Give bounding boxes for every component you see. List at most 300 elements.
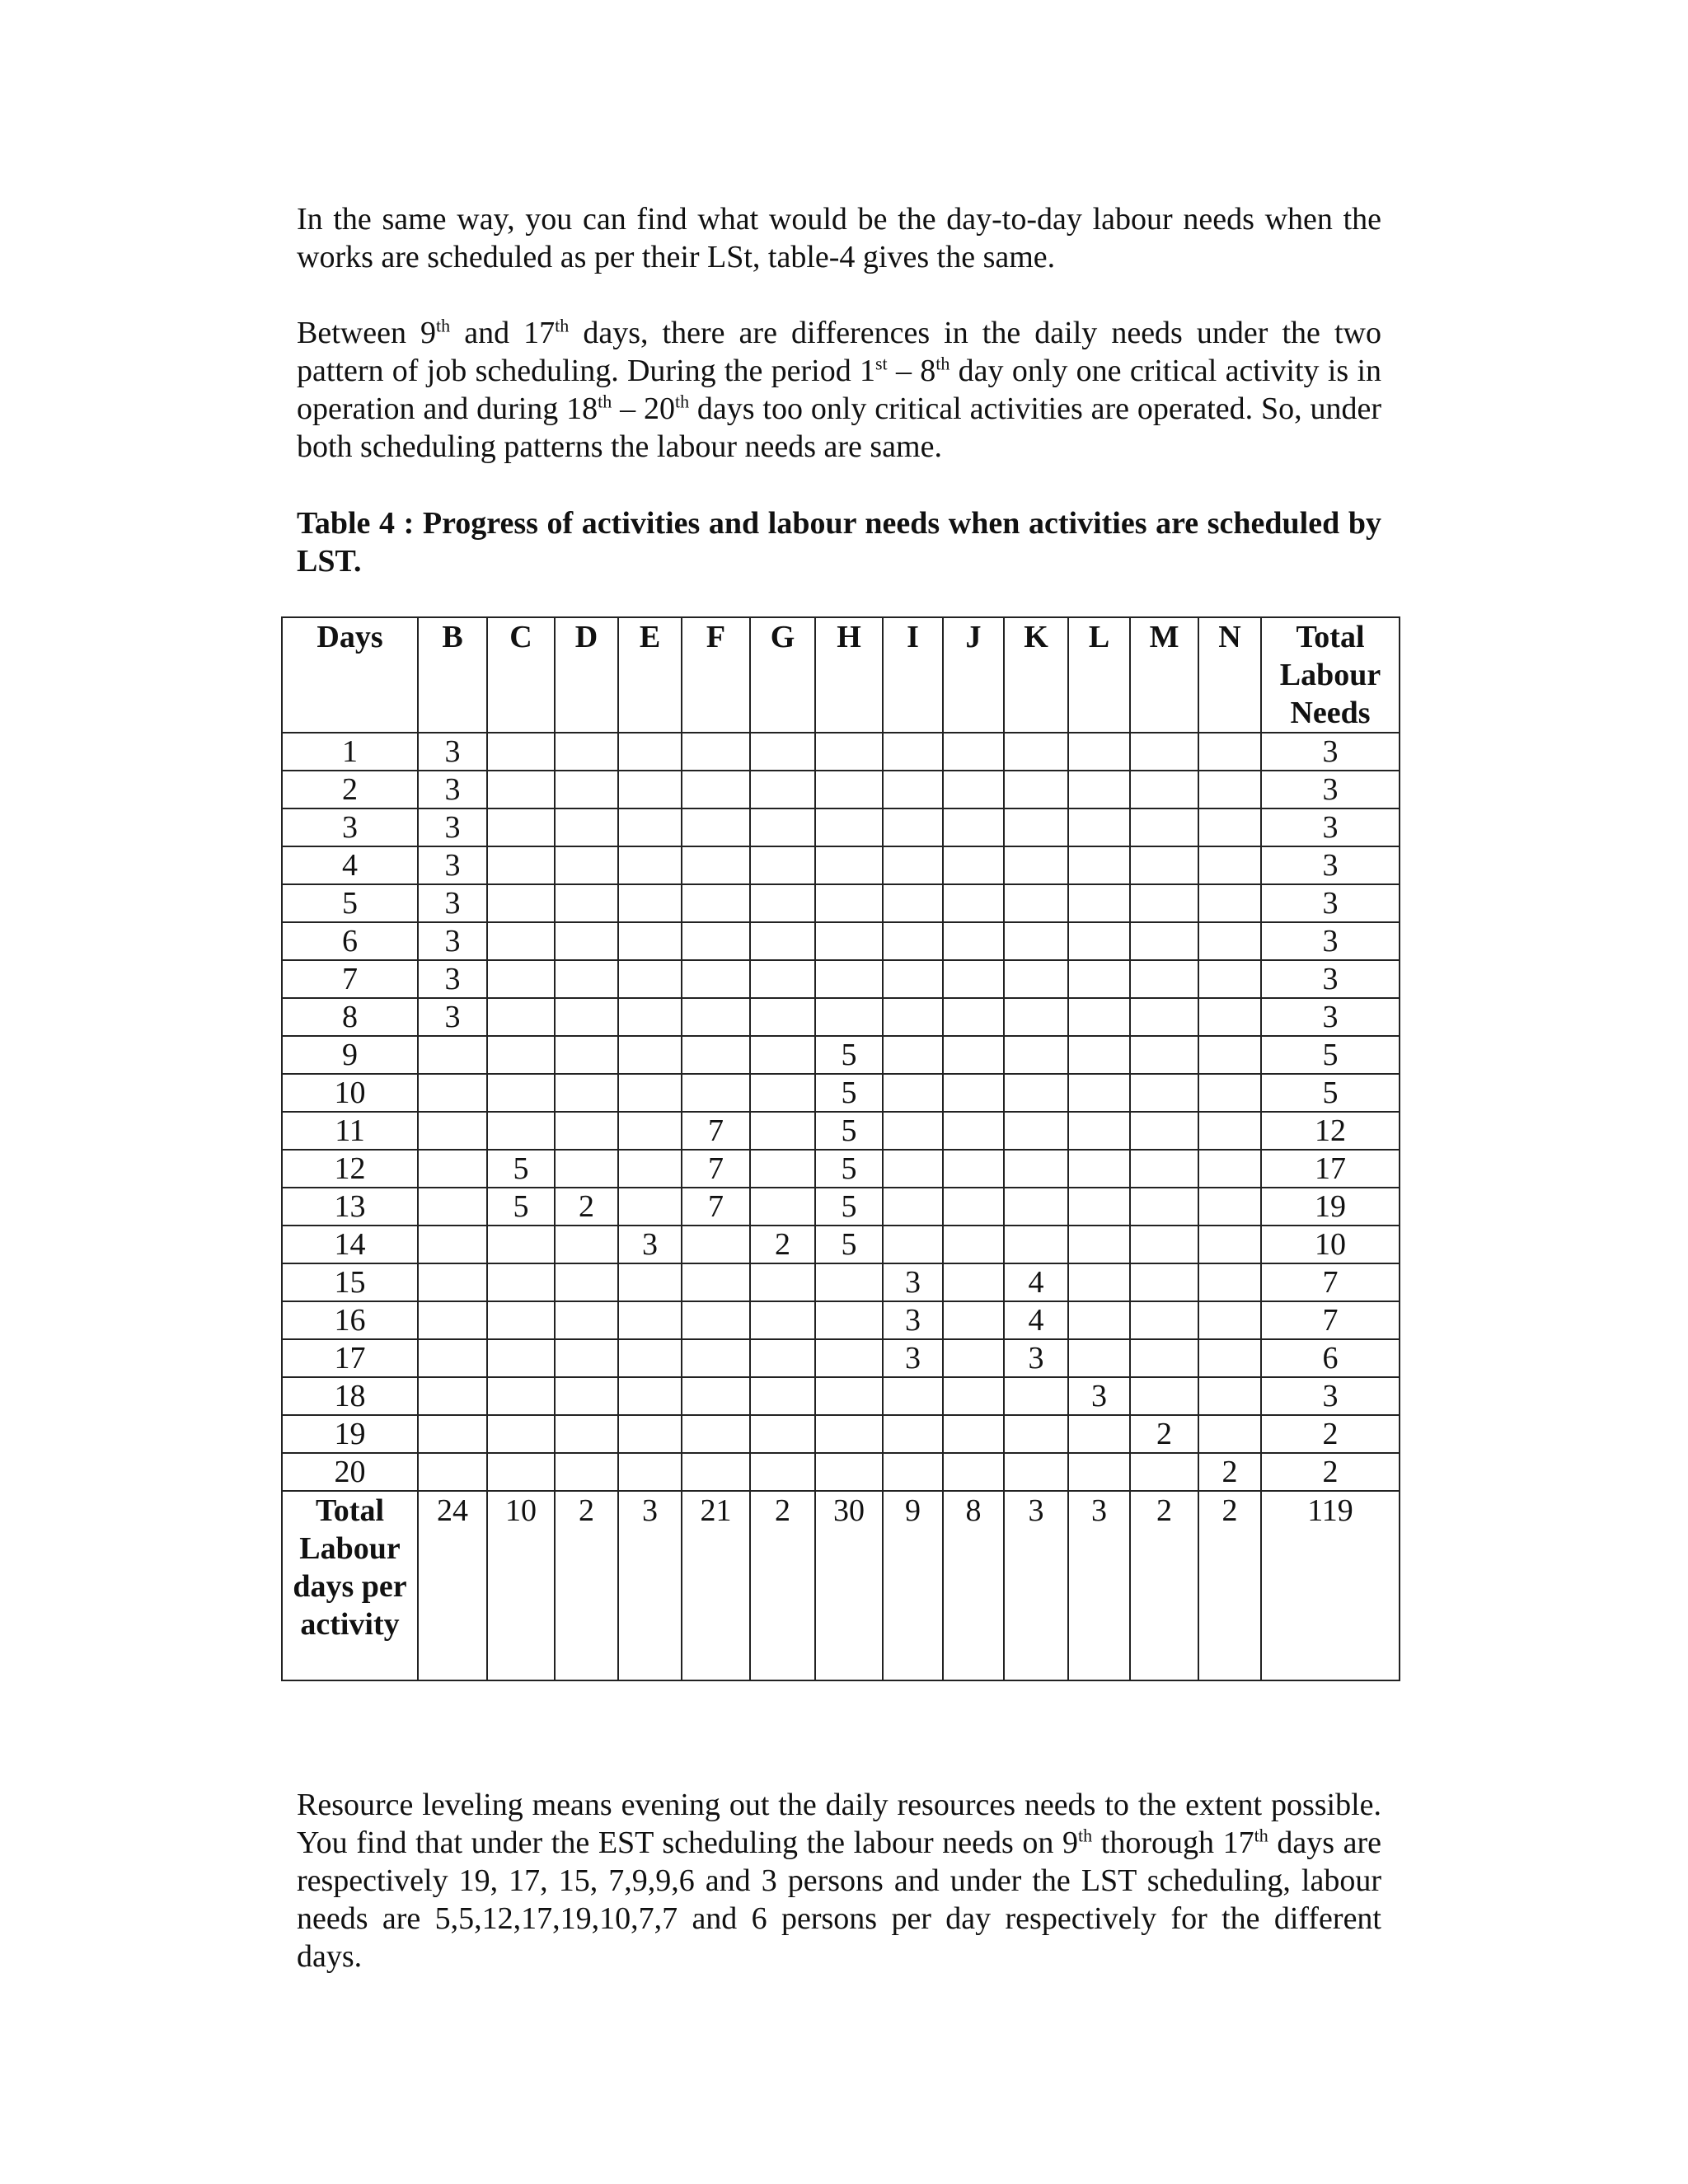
table-cell (682, 1036, 750, 1074)
grand-total-cell: 119 (1261, 1491, 1400, 1680)
table-cell (618, 1377, 682, 1415)
table-cell (750, 1263, 815, 1301)
total-cell: 5 (1261, 1074, 1400, 1112)
total-cell: 3 (1261, 998, 1400, 1036)
table-cell (618, 808, 682, 846)
table-cell (750, 1453, 815, 1491)
table-cell: 3 (418, 771, 487, 808)
table-cell (418, 1263, 487, 1301)
total-label-cell: Total Labour days per activity (282, 1491, 418, 1680)
total-cell: 7 (1261, 1301, 1400, 1339)
table-cell (555, 884, 618, 922)
table-cell (682, 922, 750, 960)
day-cell: 16 (282, 1301, 418, 1339)
table-cell (1130, 1074, 1198, 1112)
total-cell: 12 (1261, 1112, 1400, 1150)
total-cell: 3 (1261, 922, 1400, 960)
leveling-text-3: days are respectively 19, 17, 15, 7,9,9,6 and 3 persons and under the LST scheduling, labour needs are 5,5,12,17,19,10,7,7 and 6 persons per day respectively for the different days. (297, 1825, 1381, 1974)
total-cell: 7 (1261, 1263, 1400, 1301)
table-cell (555, 733, 618, 771)
table-cell (418, 1377, 487, 1415)
table-cell (555, 771, 618, 808)
ordinal-suffix: th (1254, 1825, 1268, 1846)
table-cell (1198, 733, 1261, 771)
table-cell (555, 998, 618, 1036)
table-cell (1068, 1226, 1130, 1263)
day-cell: 5 (282, 884, 418, 922)
table-cell (1130, 1453, 1198, 1491)
table-cell: 3 (883, 1301, 943, 1339)
table-cell (555, 1226, 618, 1263)
total-cell: 3 (1261, 1377, 1400, 1415)
table-cell: 2 (1130, 1415, 1198, 1453)
table-row (282, 846, 1400, 884)
table-cell: 3 (618, 1226, 682, 1263)
table-cell (418, 1339, 487, 1377)
header-activity: N (1198, 617, 1261, 733)
table-cell (1130, 1301, 1198, 1339)
table-cell (943, 1112, 1004, 1150)
activity-total-cell: 8 (943, 1491, 1004, 1680)
table-cell (682, 1263, 750, 1301)
header-activity: K (1004, 617, 1068, 733)
table-row (282, 1150, 1400, 1188)
table-cell (487, 1453, 555, 1491)
table-cell (943, 960, 1004, 998)
day-cell: 14 (282, 1226, 418, 1263)
table-cell (815, 771, 883, 808)
table-cell (1004, 1226, 1068, 1263)
table-cell (1068, 846, 1130, 884)
table-cell: 7 (682, 1188, 750, 1226)
table-cell (750, 1415, 815, 1453)
table-cell (1004, 922, 1068, 960)
day-cell: 8 (282, 998, 418, 1036)
header-days: Days (282, 617, 418, 733)
table-cell: 3 (883, 1263, 943, 1301)
table-cell (1068, 771, 1130, 808)
comparison-text-6: – 20 (612, 391, 675, 426)
table-cell (1004, 1453, 1068, 1491)
table-cell (618, 1339, 682, 1377)
table-cell (1130, 733, 1198, 771)
table-row (282, 1226, 1400, 1263)
table-cell (1130, 922, 1198, 960)
table-cell (487, 771, 555, 808)
table-cell (943, 771, 1004, 808)
total-cell: 19 (1261, 1188, 1400, 1226)
table-row (282, 1301, 1400, 1339)
table-row (282, 733, 1400, 771)
table-cell (1130, 998, 1198, 1036)
table-cell (1130, 1188, 1198, 1226)
table-cell: 5 (487, 1150, 555, 1188)
table-cell: 2 (555, 1188, 618, 1226)
table-cell: 5 (815, 1226, 883, 1263)
comparison-text-2: and 17 (450, 316, 556, 350)
table-cell (815, 846, 883, 884)
table-cell (682, 1074, 750, 1112)
table-cell (1004, 1188, 1068, 1226)
table-cell (1068, 1036, 1130, 1074)
table-cell (555, 846, 618, 884)
total-cell: 2 (1261, 1453, 1400, 1491)
table-cell (1068, 960, 1130, 998)
header-activity: I (883, 617, 943, 733)
comparison-text-7: days too only critical activities are operated. So, under both scheduling patterns the labour needs are same. (297, 391, 1381, 464)
table-cell (750, 1188, 815, 1226)
activity-total-cell: 2 (555, 1491, 618, 1680)
table-cell (815, 922, 883, 960)
table-cell (1068, 1112, 1130, 1150)
table-cell (1198, 1339, 1261, 1377)
table-cell (1068, 1188, 1130, 1226)
table-cell (1130, 1263, 1198, 1301)
table-cell (883, 1150, 943, 1188)
day-cell: 3 (282, 808, 418, 846)
table-cell (555, 1074, 618, 1112)
table-cell (1130, 846, 1198, 884)
resource-leveling-paragraph (297, 1786, 1381, 1975)
comparison-text-5: day only one critical activity is in operation and during 18 (297, 354, 1382, 426)
table-cell (1130, 808, 1198, 846)
table-cell (1068, 1150, 1130, 1188)
table-cell (943, 1339, 1004, 1377)
table-cell (418, 1036, 487, 1074)
table-cell (682, 1453, 750, 1491)
table-cell (883, 1415, 943, 1453)
table-cell (618, 733, 682, 771)
table-header-row (282, 617, 1400, 733)
table-cell (418, 1150, 487, 1188)
comparison-text-3: days, there are differences in the daily needs under the two pattern of job scheduling. During the period 1 (297, 316, 1381, 388)
table-cell (815, 1415, 883, 1453)
table-cell: 3 (883, 1339, 943, 1377)
table-cell (883, 998, 943, 1036)
table-cell (1004, 1377, 1068, 1415)
total-cell: 3 (1261, 771, 1400, 808)
table-cell: 3 (418, 808, 487, 846)
table-cell (555, 1453, 618, 1491)
table-cell (682, 771, 750, 808)
table-cell (883, 1226, 943, 1263)
day-cell: 4 (282, 846, 418, 884)
table-cell (815, 1453, 883, 1491)
table-cell (418, 1226, 487, 1263)
table-cell (555, 1150, 618, 1188)
table-cell (487, 1263, 555, 1301)
day-cell: 15 (282, 1263, 418, 1301)
table-cell (1198, 1415, 1261, 1453)
header-total: Total Labour Needs (1261, 617, 1400, 733)
table-cell (682, 733, 750, 771)
table-cell (618, 922, 682, 960)
table-cell (487, 998, 555, 1036)
table-cell (1130, 884, 1198, 922)
table-cell (487, 1301, 555, 1339)
table-cell (682, 1301, 750, 1339)
leveling-text-2: thorough 17 (1092, 1825, 1254, 1860)
intro-paragraph (297, 200, 1381, 276)
day-cell: 2 (282, 771, 418, 808)
table-cell (943, 884, 1004, 922)
table-cell (1004, 1150, 1068, 1188)
header-activity: J (943, 617, 1004, 733)
table-cell: 4 (1004, 1263, 1068, 1301)
total-cell: 3 (1261, 960, 1400, 998)
leveling-text-1: Resource leveling means evening out the daily resources needs to the extent possible. You find that under the EST scheduling the labour needs on 9 (297, 1788, 1381, 1860)
table-cell (1198, 960, 1261, 998)
table-row (282, 808, 1400, 846)
header-activity: G (750, 617, 815, 733)
day-cell: 1 (282, 733, 418, 771)
total-cell: 17 (1261, 1150, 1400, 1188)
table-cell (618, 1453, 682, 1491)
table-cell (1068, 1074, 1130, 1112)
table-cell: 7 (682, 1112, 750, 1150)
table-cell (750, 1036, 815, 1074)
table-cell (883, 733, 943, 771)
ordinal-suffix: th (674, 391, 690, 412)
table-cell (750, 771, 815, 808)
table-row (282, 1112, 1400, 1150)
table-cell (555, 808, 618, 846)
table-cell (883, 922, 943, 960)
table-cell (943, 733, 1004, 771)
table-cell: 2 (750, 1226, 815, 1263)
table-cell (487, 1074, 555, 1112)
table-cell (555, 1415, 618, 1453)
table-cell (1130, 1036, 1198, 1074)
table-row (282, 1036, 1400, 1074)
table-cell: 3 (418, 884, 487, 922)
table-cell (1068, 1453, 1130, 1491)
table-cell (1004, 1415, 1068, 1453)
day-cell: 12 (282, 1150, 418, 1188)
activity-total-cell: 3 (1068, 1491, 1130, 1680)
header-activity: B (418, 617, 487, 733)
ordinal-suffix: th (1078, 1825, 1093, 1846)
day-cell: 10 (282, 1074, 418, 1112)
table-cell (487, 1339, 555, 1377)
total-cell: 3 (1261, 884, 1400, 922)
table-cell (1198, 1301, 1261, 1339)
activity-total-cell: 3 (618, 1491, 682, 1680)
header-activity: H (815, 617, 883, 733)
table-cell (943, 1150, 1004, 1188)
table-cell (1130, 771, 1198, 808)
table-row (282, 771, 1400, 808)
table-cell (1068, 1415, 1130, 1453)
activity-total-cell: 21 (682, 1491, 750, 1680)
day-cell: 20 (282, 1453, 418, 1491)
table-cell (943, 846, 1004, 884)
activity-total-cell: 2 (750, 1491, 815, 1680)
table-cell (1004, 1112, 1068, 1150)
table-cell (1130, 1150, 1198, 1188)
table-cell (487, 884, 555, 922)
table-cell (618, 998, 682, 1036)
table-cell (750, 1377, 815, 1415)
table-cell (1130, 1377, 1198, 1415)
total-cell: 3 (1261, 808, 1400, 846)
comparison-text-4: – 8 (887, 354, 936, 388)
ordinal-suffix: th (555, 315, 570, 336)
table-row (282, 1188, 1400, 1226)
table-cell (1004, 808, 1068, 846)
total-cell: 10 (1261, 1226, 1400, 1263)
table-cell (883, 846, 943, 884)
table-cell (418, 1301, 487, 1339)
table-cell (555, 1301, 618, 1339)
table-cell (618, 1074, 682, 1112)
table-cell (815, 960, 883, 998)
table-cell (487, 1226, 555, 1263)
table-cell (1004, 771, 1068, 808)
table-row (282, 922, 1400, 960)
comparison-text-1: Between 9 (297, 316, 437, 350)
table-cell (883, 1188, 943, 1226)
table-cell (555, 1339, 618, 1377)
table-cell (618, 1301, 682, 1339)
header-activity: M (1130, 617, 1198, 733)
table-cell (1068, 1301, 1130, 1339)
table-cell (750, 1339, 815, 1377)
table-cell (487, 1036, 555, 1074)
activity-total-cell: 2 (1130, 1491, 1198, 1680)
table-cell (618, 884, 682, 922)
table-cell (1198, 1150, 1261, 1188)
table-cell (682, 1226, 750, 1263)
table-cell (682, 1339, 750, 1377)
labour-needs-table (281, 616, 1400, 1681)
table-cell (943, 1036, 1004, 1074)
day-cell: 18 (282, 1377, 418, 1415)
table-cell (682, 998, 750, 1036)
table-cell (883, 1453, 943, 1491)
table-cell (618, 1188, 682, 1226)
table-cell: 3 (1004, 1339, 1068, 1377)
table-cell (815, 1339, 883, 1377)
table-cell (943, 1074, 1004, 1112)
table-cell (487, 1112, 555, 1150)
table-cell (1004, 960, 1068, 998)
table-cell (618, 1263, 682, 1301)
header-activity: C (487, 617, 555, 733)
table-cell (487, 1415, 555, 1453)
header-activity: L (1068, 617, 1130, 733)
ordinal-suffix: st (875, 353, 888, 374)
table-cell (750, 922, 815, 960)
table-cell: 3 (418, 846, 487, 884)
comparison-paragraph (297, 314, 1381, 466)
table-body (282, 733, 1400, 1491)
ordinal-suffix: th (436, 315, 451, 336)
table-cell (943, 922, 1004, 960)
ordinal-suffix: th (935, 353, 950, 374)
table-cell (1130, 1112, 1198, 1150)
table-row (282, 960, 1400, 998)
table-cell (815, 1301, 883, 1339)
table-cell (618, 846, 682, 884)
table-cell (1004, 884, 1068, 922)
table-cell (943, 1301, 1004, 1339)
table-cell (487, 846, 555, 884)
table-cell (943, 1415, 1004, 1453)
table-cell (883, 960, 943, 998)
day-cell: 6 (282, 922, 418, 960)
table-cell (943, 1263, 1004, 1301)
table-cell (1198, 1263, 1261, 1301)
table-cell (555, 1036, 618, 1074)
table-cell (1068, 1263, 1130, 1301)
table-cell (1198, 1036, 1261, 1074)
table-total-row (282, 1491, 1400, 1680)
table-cell (418, 1453, 487, 1491)
day-cell: 13 (282, 1188, 418, 1226)
table-cell: 3 (418, 922, 487, 960)
table-cell (618, 1112, 682, 1150)
activity-total-cell: 30 (815, 1491, 883, 1680)
table-cell (883, 771, 943, 808)
table-cell (1130, 960, 1198, 998)
table-cell (618, 771, 682, 808)
table-cell: 5 (815, 1188, 883, 1226)
activity-total-cell: 10 (487, 1491, 555, 1680)
table-caption (297, 504, 1381, 580)
header-activity: D (555, 617, 618, 733)
table-cell (815, 808, 883, 846)
table-cell (1198, 808, 1261, 846)
table-cell (943, 1226, 1004, 1263)
table-cell (750, 884, 815, 922)
total-cell: 2 (1261, 1415, 1400, 1453)
table-cell (943, 998, 1004, 1036)
table-cell (487, 960, 555, 998)
table-cell: 5 (487, 1188, 555, 1226)
table-row (282, 1415, 1400, 1453)
table-cell (555, 1112, 618, 1150)
table-cell (682, 884, 750, 922)
day-cell: 9 (282, 1036, 418, 1074)
table-cell (1004, 1074, 1068, 1112)
table-cell (1198, 1377, 1261, 1415)
table-cell: 3 (418, 960, 487, 998)
table-cell (750, 1150, 815, 1188)
table-cell (418, 1112, 487, 1150)
table-cell (883, 1036, 943, 1074)
table-cell (487, 922, 555, 960)
table-cell (883, 1112, 943, 1150)
table-cell: 3 (418, 733, 487, 771)
total-cell: 6 (1261, 1339, 1400, 1377)
table-cell: 3 (418, 998, 487, 1036)
table-cell (1068, 884, 1130, 922)
table-cell (943, 808, 1004, 846)
table-cell (750, 1074, 815, 1112)
table-cell (682, 846, 750, 884)
table-cell (1198, 1112, 1261, 1150)
ordinal-suffix: th (598, 391, 612, 412)
table-cell (1068, 733, 1130, 771)
total-cell: 5 (1261, 1036, 1400, 1074)
total-cell: 3 (1261, 733, 1400, 771)
table-cell (1198, 998, 1261, 1036)
day-cell: 19 (282, 1415, 418, 1453)
table-cell (618, 1415, 682, 1453)
table-cell (1068, 922, 1130, 960)
table-cell (943, 1453, 1004, 1491)
